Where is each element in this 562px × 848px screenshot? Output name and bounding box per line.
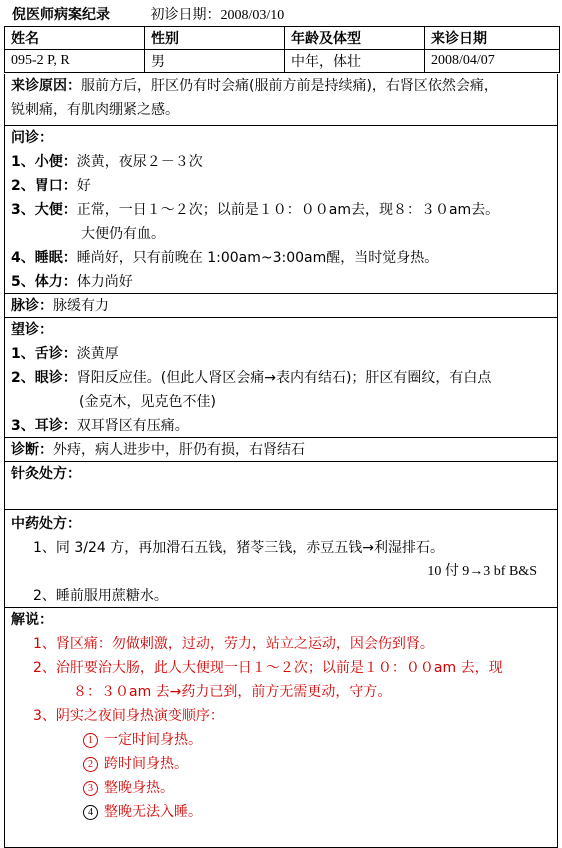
explanation-item: ８：３０am 去→药力已到，前方无需更动，守方。 — [73, 684, 392, 700]
explanation-section — [4, 608, 558, 848]
acupuncture-label: 针灸处方： — [11, 466, 81, 482]
observation-label: 望诊： — [11, 322, 53, 338]
observation-key: 1、舌诊： — [11, 346, 77, 362]
inquiry-label: 问诊： — [11, 130, 53, 146]
explanation-item: 1、肾区痛：勿做剌激，过动，劳力，站立之运动，因会伤到肾。 — [33, 636, 434, 652]
diagnosis-label: 诊断： — [11, 442, 53, 458]
observation-section — [4, 318, 558, 438]
header-gender: 性别 — [145, 27, 285, 50]
circled-number: 1 — [83, 733, 98, 748]
inquiry-text: 睡尚好，只有前晚在 1:00am~3:00am醒，当时觉身热。 — [76, 250, 439, 266]
herbal-item-2: 2、睡前服用蔗糖水。 — [33, 588, 168, 604]
header-name: 姓名 — [5, 27, 145, 50]
diagnosis-text: 外痔，病人进步中，肝仍有损，右肾结石 — [53, 442, 305, 458]
first-visit-label: 初诊日期： — [150, 7, 221, 23]
reason-line2: 锐刺痛，有肌肉绷紧之感。 — [11, 102, 179, 118]
inquiry-text: 正常，一日１～２次；以前是１０：００am去，现８：３０am去。 — [76, 202, 500, 218]
info-value-row — [5, 50, 560, 73]
pulse-text: 脉缓有力 — [53, 298, 109, 314]
patient-info-table — [4, 26, 560, 73]
diagnosis-section — [4, 438, 558, 462]
herbal-section — [4, 510, 558, 608]
inquiry-key: 1、小便： — [11, 154, 77, 170]
sequence-item — [11, 728, 551, 752]
explanation-label: 解说： — [11, 612, 53, 628]
header-visit-date: 来诊日期 — [425, 27, 560, 50]
first-visit-date: 2008/03/10 — [220, 8, 285, 23]
observation-key: 3、耳诊： — [11, 418, 77, 434]
inquiry-key: 4、睡眠： — [11, 250, 77, 266]
sequence-text: 整晚身热。 — [104, 780, 174, 796]
sequence-item — [11, 800, 551, 824]
acupuncture-section — [4, 462, 558, 510]
pulse-section — [4, 294, 558, 318]
sequence-text: 整晚无法入睡。 — [104, 804, 202, 820]
herbal-dosage: 10 付 9→3 bf B&S — [427, 564, 537, 579]
reason-section — [4, 74, 558, 126]
info-header-row — [5, 27, 560, 50]
reason-label: 来诊原因： — [11, 78, 81, 94]
value-visit-date: 2008/04/07 — [425, 50, 560, 73]
circled-number: 2 — [83, 757, 98, 772]
record-header — [12, 4, 284, 26]
inquiry-key: 5、体力： — [11, 274, 77, 290]
circled-number: 3 — [83, 781, 98, 796]
value-age: 中年，体壮 — [285, 50, 425, 73]
inquiry-text: 淡黄，夜尿２－３次 — [76, 154, 203, 170]
value-name: 095-2 P, R — [5, 50, 145, 73]
inquiry-text: 大便仍有血。 — [81, 226, 165, 242]
reason-line1: 服前方后，肝区仍有时会痛(服前方前是持续痛)，右肾区依然会痛， — [81, 78, 498, 94]
herbal-item-1: 1、同 3/24 方，再加滑石五钱，猪苓三钱，赤豆五钱→利湿排石。 — [33, 540, 444, 556]
sequence-item — [11, 752, 551, 776]
inquiry-text: 体力尚好 — [76, 274, 133, 290]
observation-text: 肾阳反应佳。(但此人肾区会痛→表内有结石)；肝区有圈纹，有白点 — [76, 370, 492, 386]
inquiry-key: 3、大便： — [11, 202, 77, 218]
pulse-label: 脉诊： — [11, 298, 53, 314]
observation-text: (金克木，见克色不佳) — [79, 394, 216, 410]
header-age: 年龄及体型 — [285, 27, 425, 50]
explanation-item: 3、阴实之夜间身热演变顺序： — [33, 708, 224, 724]
herbal-label: 中药处方： — [11, 516, 81, 532]
inquiry-key: 2、胃口： — [11, 178, 77, 194]
inquiry-section — [4, 126, 558, 294]
inquiry-text: 好 — [76, 178, 91, 194]
record-title: 倪医师病案纪录 — [12, 7, 110, 23]
circled-number: 4 — [83, 805, 98, 820]
observation-key: 2、眼诊： — [11, 370, 77, 386]
observation-text: 淡黄厚 — [76, 346, 119, 362]
observation-text: 双耳肾区有压痛。 — [76, 418, 189, 434]
sequence-text: 一定时间身热。 — [104, 732, 202, 748]
value-gender: 男 — [145, 50, 285, 73]
sequence-text: 跨时间身热。 — [104, 756, 188, 772]
explanation-item: 2、治肝要治大肠，此人大便现一日１～２次；以前是１０：００am 去，现 — [33, 660, 503, 676]
sequence-item — [11, 776, 551, 800]
